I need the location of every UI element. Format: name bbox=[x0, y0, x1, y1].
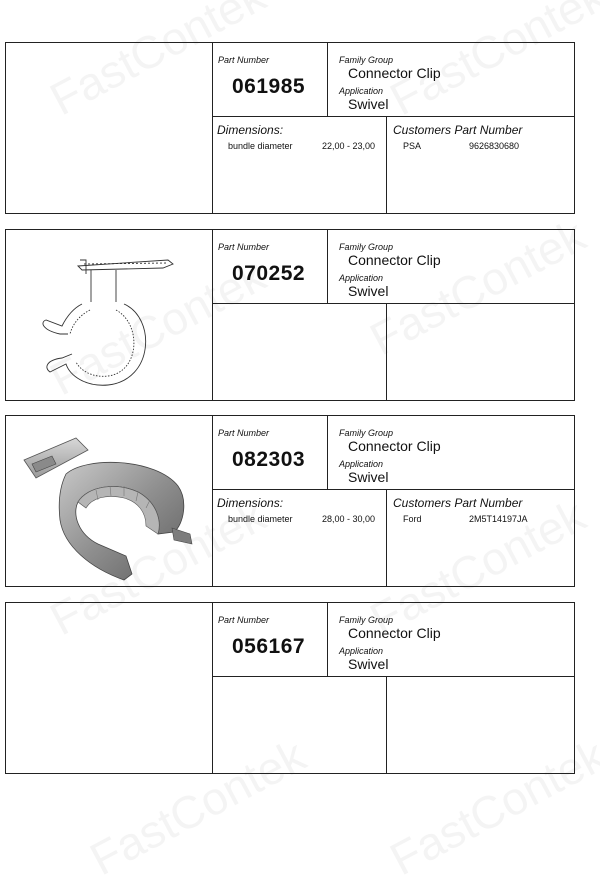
dimensions-cell bbox=[212, 304, 387, 400]
family-cell bbox=[328, 43, 574, 117]
application-label: Application bbox=[339, 273, 384, 283]
part-card bbox=[5, 415, 575, 587]
family-cell bbox=[328, 603, 574, 677]
customers-cell bbox=[387, 490, 574, 586]
application-value: Swivel bbox=[348, 656, 389, 672]
clip-line-drawing-image bbox=[6, 230, 212, 400]
customer-name: PSA bbox=[403, 141, 422, 151]
part-number-cell bbox=[212, 230, 328, 304]
dimensions-cell bbox=[212, 490, 387, 586]
part-card bbox=[5, 229, 575, 401]
application-label: Application bbox=[339, 646, 384, 656]
part-number-cell bbox=[212, 416, 328, 490]
dimensions-cell bbox=[212, 677, 387, 773]
family-group-label: Family Group bbox=[339, 242, 394, 252]
family-group-label: Family Group bbox=[339, 55, 394, 65]
customer-part-number: 2M5T14197JA bbox=[469, 514, 528, 524]
part-number-cell bbox=[212, 603, 328, 677]
application-label: Application bbox=[339, 459, 384, 469]
part-image-cell bbox=[6, 416, 213, 586]
family-group-value: Connector Clip bbox=[348, 438, 441, 454]
dimension-name: bundle diameter bbox=[228, 514, 293, 524]
part-card bbox=[5, 602, 575, 774]
customers-title: Customers Part Number bbox=[393, 496, 523, 510]
dimension-value: 28,00 - 30,00 bbox=[322, 514, 376, 524]
family-group-value: Connector Clip bbox=[348, 65, 441, 81]
part-number-label: Part Number bbox=[218, 615, 270, 625]
family-group-label: Family Group bbox=[339, 615, 394, 625]
application-value: Swivel bbox=[348, 469, 389, 485]
part-number-value: 082303 bbox=[232, 448, 306, 471]
customers-cell bbox=[387, 304, 574, 400]
part-image-cell bbox=[6, 603, 213, 773]
dimensions-title: Dimensions: bbox=[217, 496, 284, 510]
part-number-cell bbox=[212, 43, 328, 117]
application-label: Application bbox=[339, 86, 384, 96]
part-number-value: 056167 bbox=[232, 635, 306, 658]
family-group-label: Family Group bbox=[339, 428, 394, 438]
application-value: Swivel bbox=[348, 283, 389, 299]
customers-title: Customers Part Number bbox=[393, 123, 523, 137]
customers-cell bbox=[387, 677, 574, 773]
family-group-value: Connector Clip bbox=[348, 252, 441, 268]
part-number-value: 070252 bbox=[232, 262, 306, 285]
family-cell bbox=[328, 416, 574, 490]
dimension-value: 22,00 - 23,00 bbox=[322, 141, 376, 151]
application-value: Swivel bbox=[348, 96, 389, 112]
customer-name: Ford bbox=[403, 514, 422, 524]
family-group-value: Connector Clip bbox=[348, 625, 441, 641]
part-number-value: 061985 bbox=[232, 75, 306, 98]
part-image-cell bbox=[6, 230, 213, 400]
part-card bbox=[5, 42, 575, 214]
part-number-label: Part Number bbox=[218, 428, 270, 438]
customers-cell bbox=[387, 117, 574, 213]
dimension-name: bundle diameter bbox=[228, 141, 293, 151]
dimensions-cell bbox=[212, 117, 387, 213]
family-cell bbox=[328, 230, 574, 304]
part-image-cell bbox=[6, 43, 213, 213]
clip-3d-render-image bbox=[6, 416, 212, 586]
part-number-label: Part Number bbox=[218, 55, 270, 65]
part-number-label: Part Number bbox=[218, 242, 270, 252]
customer-part-number: 9626830680 bbox=[469, 141, 520, 151]
dimensions-title: Dimensions: bbox=[217, 123, 284, 137]
